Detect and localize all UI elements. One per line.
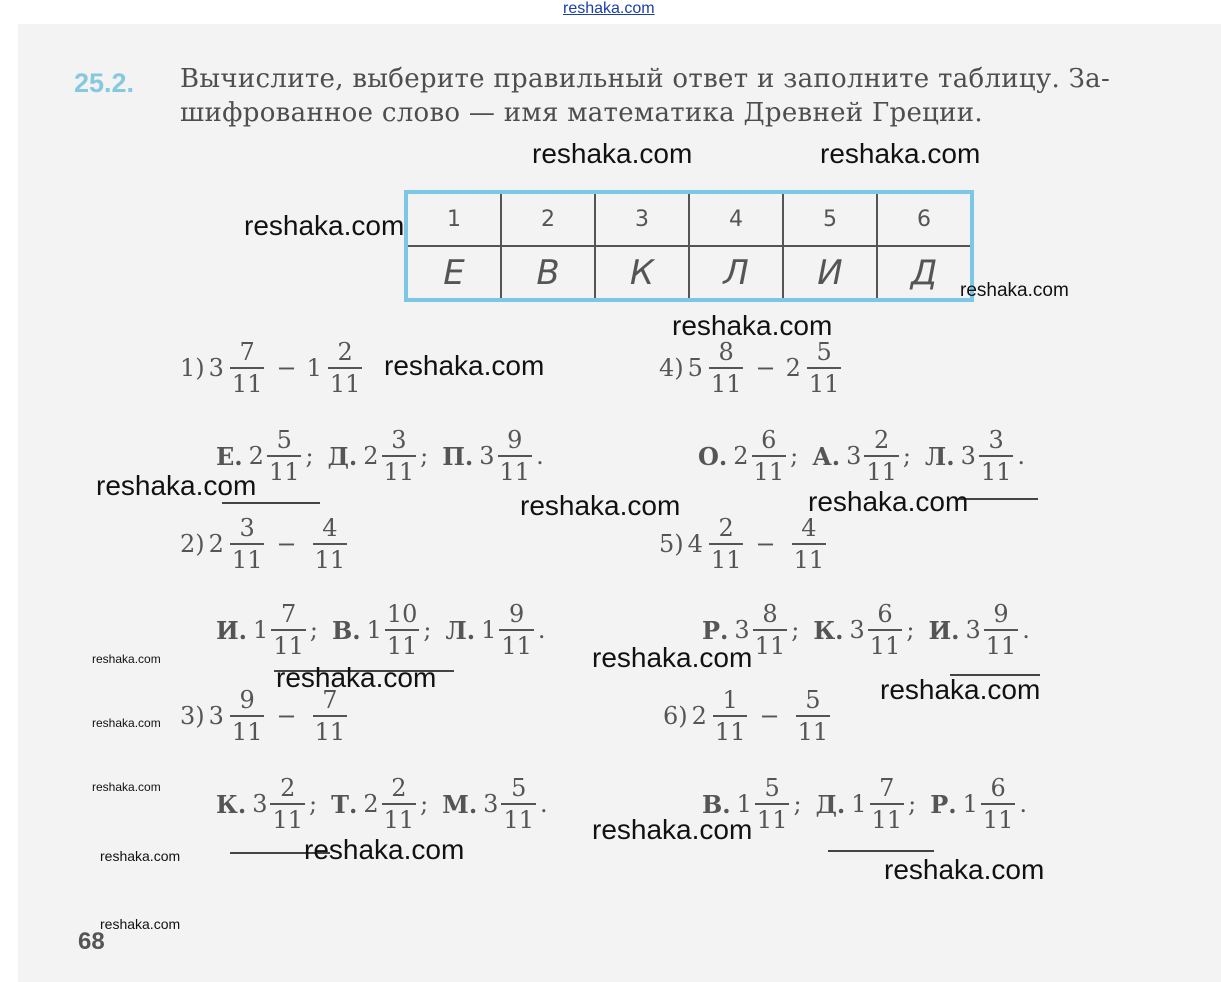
watermark: reshaka.com (96, 470, 257, 501)
option-whole: 3 (483, 790, 499, 818)
denominator: 11 (313, 543, 348, 572)
separator: . (1017, 442, 1026, 470)
option-whole: 3 (252, 790, 268, 818)
exercise-1-options (216, 428, 558, 484)
denominator: 11 (230, 543, 265, 572)
separator: . (1019, 790, 1028, 818)
operator: − (755, 530, 776, 558)
exercise-1-expression (180, 340, 364, 396)
fraction (313, 516, 348, 572)
option-fraction (501, 776, 536, 832)
option-fraction (267, 428, 302, 484)
fraction (230, 516, 265, 572)
answer-table-answer-row (406, 246, 972, 300)
exercise-4-options (698, 428, 1039, 484)
watermark: reshaka.com (244, 210, 405, 241)
numerator: 6 (990, 774, 1006, 802)
option-whole: 1 (851, 790, 867, 818)
watermark: reshaka.com (592, 814, 753, 845)
separator: ; (906, 616, 915, 644)
fraction (230, 688, 265, 744)
exercise-6-options (702, 776, 1041, 832)
numerator: 7 (322, 686, 338, 714)
option-whole: 2 (248, 442, 264, 470)
handwritten-underline (828, 850, 934, 852)
watermark: reshaka.com (672, 310, 833, 341)
fraction (796, 688, 831, 744)
answer-table-header-row (406, 192, 972, 246)
numerator: 3 (239, 514, 255, 542)
table-header-cell: 5 (783, 192, 877, 246)
option-letter: Е. (216, 441, 243, 471)
denominator: 11 (807, 367, 842, 396)
denominator: 11 (981, 803, 1016, 832)
option-whole: 3 (479, 442, 495, 470)
numerator: 3 (988, 426, 1004, 454)
option-letter: Д. (815, 789, 846, 819)
numerator: 10 (386, 600, 418, 628)
denominator: 11 (271, 629, 306, 658)
option-whole: 2 (363, 790, 379, 818)
denominator: 11 (752, 455, 787, 484)
separator: ; (793, 790, 802, 818)
denominator: 11 (868, 629, 903, 658)
problem-number: 25.2. (74, 68, 135, 98)
option-letter: П. (442, 441, 474, 471)
option-letter: Т. (331, 789, 358, 819)
table-answer-cell: И (783, 246, 877, 300)
watermark: reshaka.com (276, 662, 437, 693)
option-whole: 3 (960, 442, 976, 470)
option-whole: 1 (736, 790, 752, 818)
watermark: reshaka.com (592, 642, 753, 673)
option-whole: 1 (962, 790, 978, 818)
option-whole: 1 (253, 616, 269, 644)
denominator: 11 (328, 367, 363, 396)
option-fraction (868, 602, 903, 658)
option-fraction (984, 602, 1019, 658)
separator: . (537, 616, 546, 644)
page-number: 68 (78, 928, 105, 955)
whole-part: 3 (208, 702, 224, 730)
answer-table (404, 190, 974, 302)
option-fraction (864, 428, 899, 484)
numerator: 5 (276, 426, 292, 454)
option-fraction (498, 428, 533, 484)
separator: ; (902, 442, 912, 470)
numerator: 6 (761, 426, 777, 454)
option-letter: М. (442, 789, 478, 819)
watermark: reshaka.com (304, 834, 465, 865)
denominator: 11 (796, 715, 831, 744)
numerator: 5 (511, 774, 527, 802)
fraction (709, 516, 744, 572)
numerator: 3 (391, 426, 407, 454)
table-header-cell: 3 (595, 192, 689, 246)
exercise-3-options (216, 776, 562, 832)
option-whole: 3 (849, 616, 865, 644)
separator: ; (423, 616, 432, 644)
option-letter: Л. (445, 615, 476, 645)
watermark: reshaka.com (92, 652, 161, 666)
fraction (713, 688, 748, 744)
denominator: 11 (270, 803, 305, 832)
option-letter: Д. (327, 441, 358, 471)
exercise-3-expression (180, 688, 349, 744)
option-fraction (382, 428, 417, 484)
exercise-5-options (702, 602, 1044, 658)
table-answer-cell: К (595, 246, 689, 300)
fraction (230, 340, 265, 396)
exercise-5-expression (659, 516, 828, 572)
exercise-label: 1) (180, 354, 205, 382)
option-letter: К. (813, 615, 844, 645)
denominator: 11 (385, 629, 420, 658)
option-whole: 1 (366, 616, 382, 644)
watermark: reshaka.com (820, 138, 981, 169)
numerator: 7 (879, 774, 895, 802)
numerator: 9 (993, 600, 1009, 628)
option-whole: 3 (965, 616, 981, 644)
option-whole: 3 (734, 616, 750, 644)
denominator: 11 (230, 715, 265, 744)
denominator: 11 (499, 629, 534, 658)
option-letter: Л. (925, 441, 955, 471)
operator: − (755, 354, 776, 382)
watermark: reshaka.com (532, 138, 693, 169)
option-letter: Р. (702, 615, 729, 645)
watermark: reshaka.com (92, 780, 161, 794)
table-answer-cell: В (501, 246, 595, 300)
fraction (328, 340, 363, 396)
fraction (709, 340, 744, 396)
option-whole: 2 (733, 442, 749, 470)
denominator: 11 (230, 367, 265, 396)
denominator: 11 (984, 629, 1019, 658)
watermark: reshaka.com (884, 854, 1045, 885)
watermark: reshaka.com (100, 848, 181, 864)
option-letter: Р. (930, 789, 957, 819)
exercise-6-expression (663, 688, 832, 744)
option-fraction (755, 776, 790, 832)
separator: ; (309, 616, 318, 644)
denominator: 11 (382, 455, 417, 484)
exercise-label: 3) (180, 702, 205, 730)
option-letter: В. (331, 615, 361, 645)
option-fraction (499, 602, 534, 658)
separator: ; (791, 616, 800, 644)
table-header-cell: 1 (406, 192, 501, 246)
exercise-4-expression (659, 340, 843, 396)
separator: ; (908, 790, 917, 818)
numerator: 5 (816, 338, 832, 366)
denominator: 11 (267, 455, 302, 484)
problem-text-line-1: Вычислите, выберите правильный ответ и заполните таблицу. За- (180, 64, 1111, 94)
option-fraction (752, 428, 787, 484)
whole-part: 4 (687, 530, 703, 558)
numerator: 7 (239, 338, 255, 366)
exercise-label: 4) (659, 354, 684, 382)
site-link-watermark[interactable]: reshaka.com (563, 0, 655, 17)
whole-part: 5 (687, 354, 703, 382)
whole-part: 3 (208, 354, 224, 382)
numerator: 2 (280, 774, 296, 802)
denominator: 11 (864, 455, 899, 484)
option-whole: 3 (846, 442, 862, 470)
whole-part: 1 (306, 354, 322, 382)
numerator: 6 (877, 600, 893, 628)
watermark: reshaka.com (92, 716, 161, 730)
numerator: 8 (718, 338, 734, 366)
exercise-2-expression (180, 516, 349, 572)
handwritten-underline (222, 502, 320, 504)
fraction (792, 516, 827, 572)
table-header-cell: 2 (501, 192, 595, 246)
watermark: reshaka.com (808, 486, 969, 517)
denominator: 11 (501, 803, 536, 832)
option-fraction (382, 776, 417, 832)
table-header-cell: 4 (689, 192, 783, 246)
numerator: 5 (764, 774, 780, 802)
numerator: 2 (718, 514, 734, 542)
option-fraction (385, 602, 420, 658)
watermark: reshaka.com (880, 674, 1041, 705)
fraction (807, 340, 842, 396)
numerator: 4 (801, 514, 817, 542)
option-fraction (271, 602, 306, 658)
watermark: reshaka.com (384, 350, 545, 381)
exercise-label: 2) (180, 530, 205, 558)
numerator: 1 (722, 686, 738, 714)
denominator: 11 (713, 715, 748, 744)
watermark: reshaka.com (520, 490, 681, 521)
table-header-cell: 6 (877, 192, 972, 246)
whole-part: 2 (208, 530, 224, 558)
option-letter: И. (216, 615, 248, 645)
numerator: 5 (805, 686, 821, 714)
separator: ; (420, 442, 429, 470)
option-fraction (979, 428, 1014, 484)
table-answer-cell: Л (689, 246, 783, 300)
handwritten-underline (958, 498, 1038, 500)
operator: − (276, 354, 297, 382)
option-fraction (270, 776, 305, 832)
exercise-label: 5) (659, 530, 684, 558)
exercise-label: 6) (663, 702, 688, 730)
watermark: reshaka.com (100, 916, 181, 932)
numerator: 8 (762, 600, 778, 628)
option-letter: К. (216, 789, 247, 819)
option-whole: 1 (481, 616, 497, 644)
separator: ; (309, 790, 318, 818)
option-letter: В. (702, 789, 731, 819)
separator: . (1022, 616, 1030, 644)
separator: ; (420, 790, 429, 818)
option-letter: А. (812, 441, 841, 471)
option-letter: О. (698, 441, 728, 471)
option-fraction (870, 776, 905, 832)
numerator: 9 (509, 600, 525, 628)
option-fraction (981, 776, 1016, 832)
numerator: 2 (391, 774, 407, 802)
problem-text-line-2: шифрованное слово — имя математика Древней Греции. (180, 98, 983, 128)
whole-part: 2 (691, 702, 707, 730)
denominator: 11 (313, 715, 348, 744)
denominator: 11 (979, 455, 1014, 484)
numerator: 2 (874, 426, 890, 454)
option-fraction (753, 602, 788, 658)
exercise-2-options (216, 602, 560, 658)
numerator: 9 (507, 426, 523, 454)
denominator: 11 (709, 367, 744, 396)
operator: − (276, 530, 297, 558)
whole-part: 2 (785, 354, 801, 382)
separator: ; (790, 442, 799, 470)
separator: . (540, 790, 548, 818)
denominator: 11 (753, 629, 788, 658)
denominator: 11 (755, 803, 790, 832)
denominator: 11 (792, 543, 827, 572)
fraction (313, 688, 348, 744)
operator: − (759, 702, 780, 730)
denominator: 11 (382, 803, 417, 832)
numerator: 2 (337, 338, 353, 366)
numerator: 7 (280, 600, 297, 628)
denominator: 11 (498, 455, 533, 484)
separator: . (536, 442, 544, 470)
denominator: 11 (870, 803, 905, 832)
table-answer-cell: Д (877, 246, 972, 300)
table-answer-cell: Е (406, 246, 501, 300)
option-whole: 2 (363, 442, 379, 470)
operator: − (276, 702, 297, 730)
separator: ; (305, 442, 314, 470)
denominator: 11 (709, 543, 744, 572)
watermark: reshaka.com (960, 280, 1069, 301)
numerator: 4 (322, 514, 338, 542)
numerator: 9 (239, 686, 255, 714)
option-letter: И. (928, 615, 960, 645)
